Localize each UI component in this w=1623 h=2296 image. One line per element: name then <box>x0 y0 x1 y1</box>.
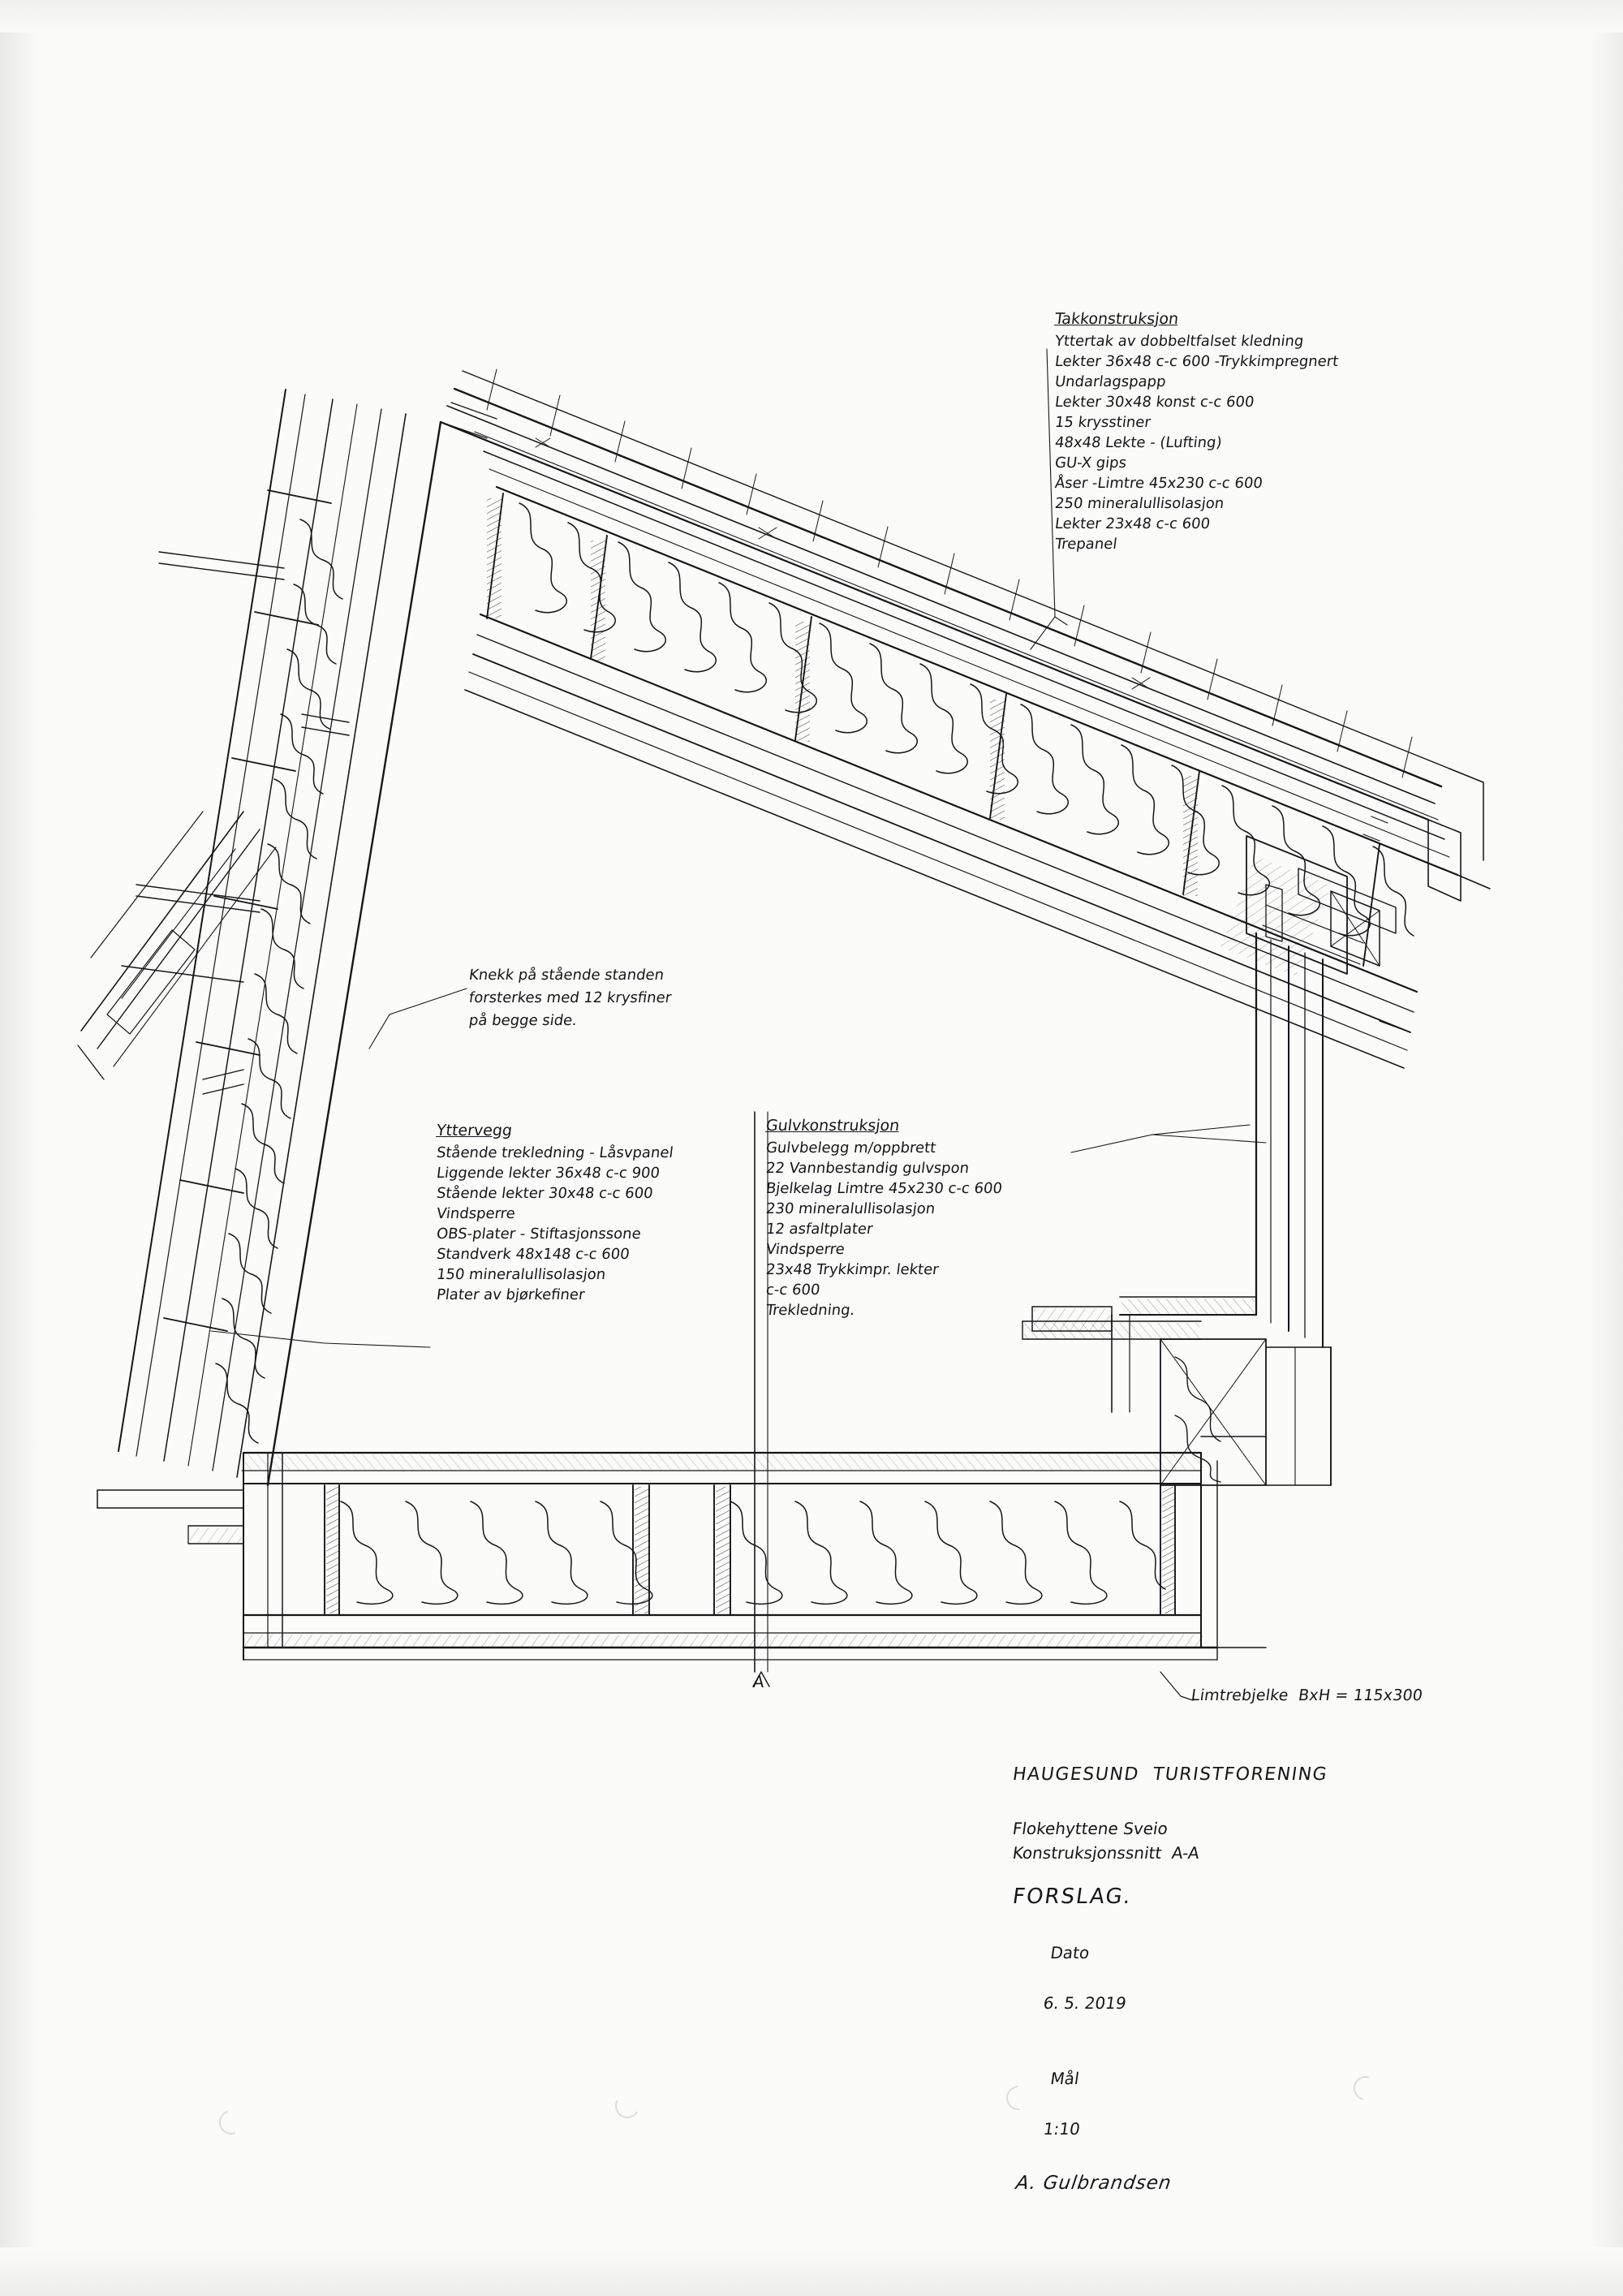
note-wall-line-7: Plater av bjørkefiner <box>435 1286 586 1303</box>
note-floor-line-1: 22 Vannbestandig gulvspon <box>764 1160 971 1177</box>
note-roof-line-0: Yttertak av dobbeltfalset kledning <box>1053 333 1305 350</box>
note-roof-line-2: Undarlagspapp <box>1053 373 1167 390</box>
note-wall-line-6: 150 mineralullisolasjon <box>435 1266 607 1283</box>
title-block-status <box>1010 1881 1134 1912</box>
note-roof-line-4: 15 krysstiner <box>1053 414 1152 431</box>
title-author-signature: A. Gulbrandsen <box>1014 2173 1173 2194</box>
title-block-meta <box>1016 1915 1172 2199</box>
note-floor-line-4: 12 asfaltplater <box>764 1221 874 1238</box>
note-wall-line-4: OBS-plater - Stiftasjonssone <box>435 1226 642 1243</box>
callout-line-2: på begge side. <box>467 1012 579 1029</box>
note-floor-line-5: Vindsperre <box>764 1241 846 1258</box>
note-roof-title: Takkonstruksjon <box>1053 310 1180 328</box>
note-wall-line-0: Stående trekledning - Låsvpanel <box>435 1144 674 1161</box>
title-block-project <box>1013 1816 1199 1865</box>
callout-line-1: forsterkes med 12 krysfiner <box>467 989 673 1006</box>
title-drawing: Konstruksjonssnitt A-A <box>1011 1843 1201 1863</box>
note-floor-line-3: 230 mineralullisolasjon <box>764 1200 936 1217</box>
title-date-label: Dato <box>1048 1943 1091 1962</box>
title-block <box>1013 1761 1328 1789</box>
note-roof-line-10: Trepanel <box>1053 536 1118 553</box>
title-scale-value: 1:10 <box>1042 2119 1082 2139</box>
note-roof-line-8: 250 mineralullisolasjon <box>1053 495 1225 512</box>
note-exterior-wall <box>437 1122 674 1305</box>
note-wall-line-5: Standverk 48x148 c-c 600 <box>435 1246 631 1263</box>
note-floor-line-6: 23x48 Trykkimpr. lekter <box>764 1261 940 1278</box>
note-floor-line-0: Gulvbelegg m/oppbrett <box>764 1139 937 1157</box>
title-date-value: 6. 5. 2019 <box>1042 1993 1128 2013</box>
title-scale-label: Mål <box>1048 2069 1081 2088</box>
callout-knekk <box>469 964 671 1032</box>
note-roof-line-9: Lekter 23x48 c-c 600 <box>1053 515 1212 532</box>
note-roof-line-1: Lekter 36x48 c-c 600 -Trykkimpregnert <box>1053 353 1340 370</box>
note-floor-line-7: c-c 600 <box>764 1282 821 1299</box>
title-project: Flokehyttene Sveio <box>1011 1819 1169 1838</box>
note-roof-line-7: Åser -Limtre 45x230 c-c 600 <box>1053 475 1264 492</box>
callout-line-0: Knekk på stående standen <box>467 967 665 984</box>
note-wall-line-1: Liggende lekter 36x48 c-c 900 <box>435 1165 661 1182</box>
note-wall-line-2: Stående lekter 30x48 c-c 600 <box>435 1185 654 1202</box>
note-wall-line-3: Vindsperre <box>435 1205 517 1222</box>
note-floor-title: Gulvkonstruksjon <box>764 1117 901 1135</box>
label-glulam-beam: Limtrebjelke BxH = 115x300 <box>1190 1686 1424 1704</box>
note-roof-line-6: GU-X gips <box>1053 454 1128 472</box>
section-mark-letter: A <box>751 1672 766 1691</box>
note-roof-line-5: 48x48 Lekte - (Lufting) <box>1053 434 1223 451</box>
note-floor-line-8: Trekledning. <box>764 1302 856 1319</box>
note-roof-line-3: Lekter 30x48 konst c-c 600 <box>1053 394 1255 411</box>
note-wall-title: Yttervegg <box>435 1122 514 1139</box>
note-floor-construction <box>766 1117 1002 1320</box>
note-roof-construction <box>1055 310 1338 554</box>
title-organization: HAUGESUND TURISTFORENING <box>1011 1764 1329 1785</box>
note-floor-line-2: Bjelkelag Limtre 45x230 c-c 600 <box>764 1180 1004 1197</box>
title-status: FORSLAG. <box>1010 1885 1134 1909</box>
